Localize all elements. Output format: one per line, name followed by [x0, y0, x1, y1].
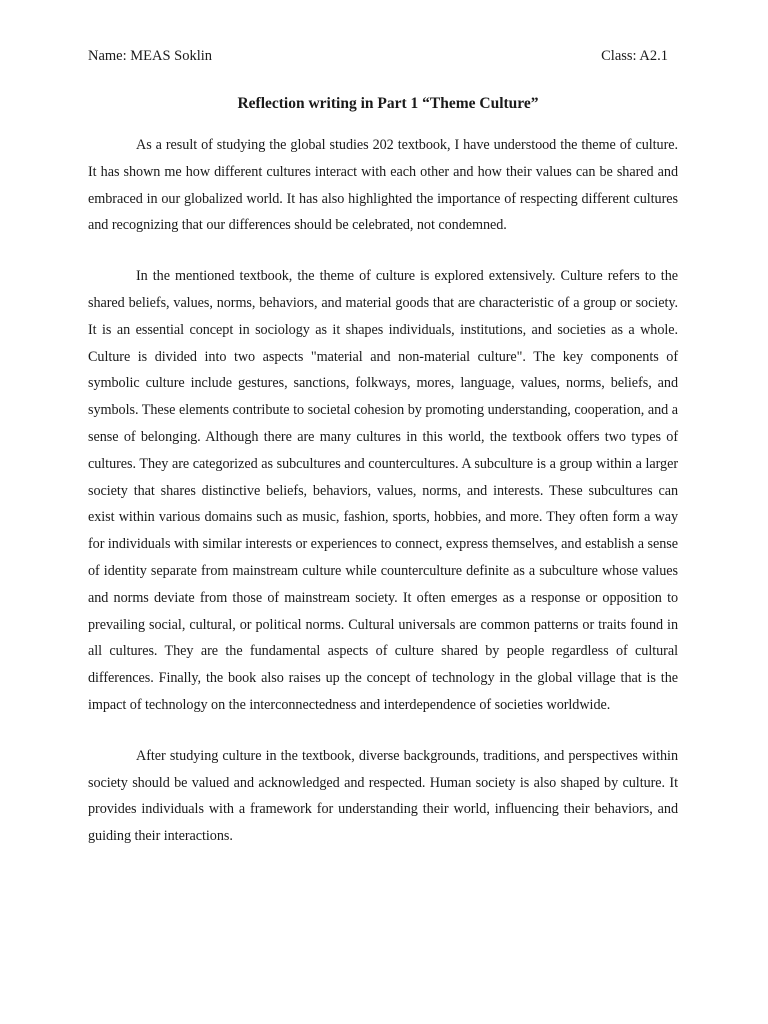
document-title: Reflection writing in Part 1 “Theme Culture” — [237, 95, 539, 112]
paragraph-conclusion: After studying culture in the textbook, diverse backgrounds, traditions, and perspectives within society should be valued and acknowledged and respected. Human society is also shaped by culture. It provides individuals with a framework for understanding their world, influencing their behaviors, and guiding their interactions. — [88, 747, 678, 845]
student-name: Name: MEAS Soklin — [88, 48, 213, 64]
document-header — [88, 44, 678, 68]
paragraph-body: In the mentioned textbook, the theme of culture is explored extensively. Culture refers to the shared beliefs, values, norms, behaviors, and material goods that are characteristic of a group or society. It is an essential concept in sociology as it shapes individuals, institutions, and societies as a whole. Culture is divided into two aspects "material and non-material culture". The key components of symbolic culture include gestures, sanctions, folkways, mores, language, values, norms, beliefs, and symbols. These elements contribute to societal cohesion by promoting understanding, cooperation, and a sense of belonging. Although there are many cultures in this world, the textbook offers two types of cultures. They are categorized as subcultures and countercultures. A subculture is a group within a larger society that shares distinctive beliefs, behaviors, values, norms, and interests. These subcultures can exist within various domains such as music, fashion, sports, hobbies, and more. They often form a way for individuals with similar interests or experiences to connect, express themselves, and establish a sense of identity separate from mainstream culture while counterculture definite as a subculture whose values and norms deviate from those of mainstream society. It often emerges as a response or opposition to prevailing social, cultural, or political norms. Cultural universals are common patterns or traits found in all cultures. They are the fundamental aspects of culture shared by people regardless of cultural differences. Finally, the book also raises up the concept of technology in the global village that is the impact of technology on the interconnectedness and interdependence of societies worldwide. — [88, 268, 678, 713]
document-page — [88, 44, 678, 874]
student-class: Class: A2.1 — [601, 48, 668, 64]
paragraph-intro: As a result of studying the global studies 202 textbook, I have understood the theme of culture. It has shown me how different cultures interact with each other and how their values can be shared and embraced in our globalized world. It has also highlighted the importance of respecting different cultures and recognizing that our differences should be celebrated, not condemned. — [88, 137, 678, 234]
